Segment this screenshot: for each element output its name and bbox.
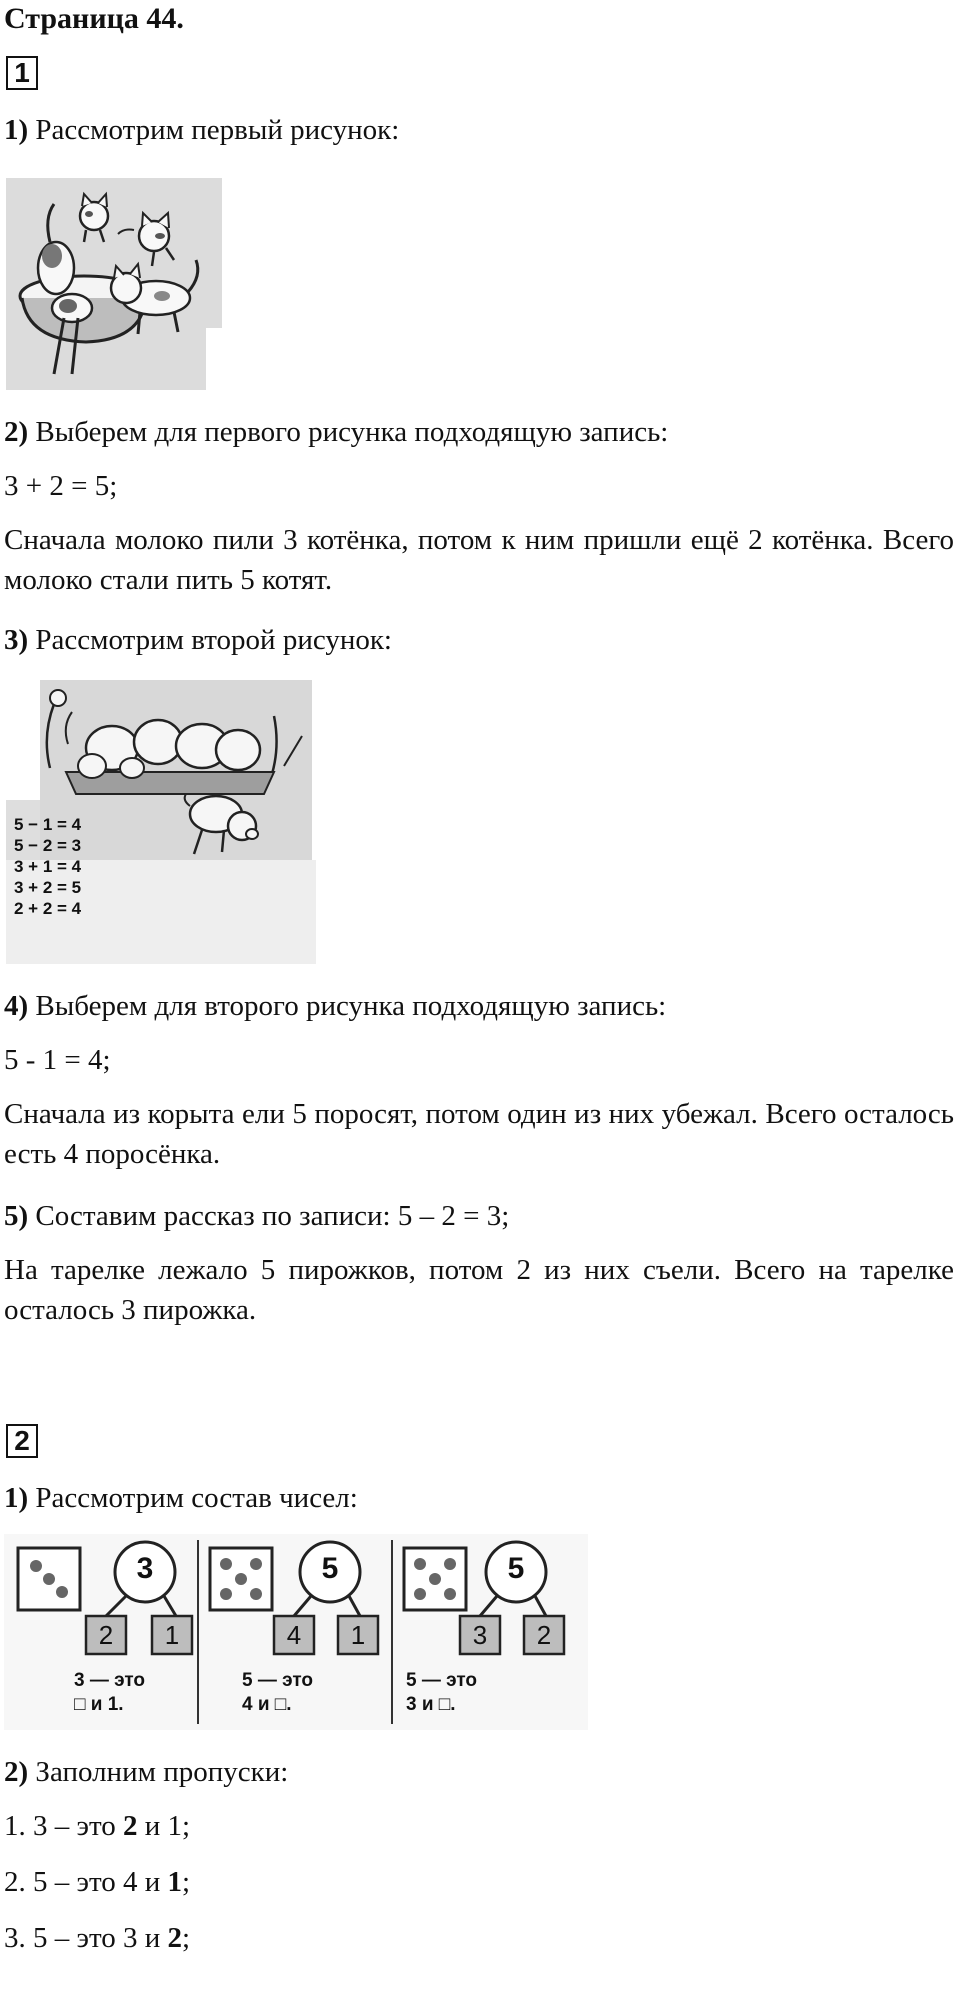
step-text: Рассмотрим второй рисунок: — [28, 624, 392, 656]
step-text: Выберем для второго рисунка подходящую запись: — [28, 990, 667, 1022]
answer-suffix: ; — [182, 1866, 191, 1898]
picture-equation: 5 − 1 = 4 — [14, 815, 82, 834]
task2-step-1 — [4, 1480, 358, 1516]
picture-equations-list — [14, 814, 81, 919]
page-title: Страница 44. — [4, 2, 184, 35]
picture-equation: 2 + 2 = 4 — [14, 899, 82, 918]
story-2: Сначала из корыта ели 5 поросят, потом один из них убежал. Всего осталось есть 4 поросёнка. — [4, 1098, 954, 1170]
answer-value: 1 — [167, 1866, 183, 1898]
task1-step-5 — [4, 1198, 509, 1234]
step-text: Заполним пропуски: — [28, 1756, 289, 1788]
step-text: Составим рассказ по записи: 5 – 2 = 3; — [28, 1200, 510, 1232]
equation-2: 5 - 1 = 4; — [4, 1044, 111, 1076]
task1-step-1 — [4, 112, 399, 148]
part-left-number: 2 — [98, 1620, 114, 1650]
step-number: 5) — [4, 1200, 29, 1232]
step-text: Рассмотрим первый рисунок: — [28, 114, 400, 146]
task1-step-3 — [4, 622, 392, 658]
step-number: 4) — [4, 990, 29, 1022]
task-1-number: 1 — [6, 56, 38, 90]
step-number: 1) — [4, 1482, 29, 1514]
step-text: Рассмотрим состав чисел: — [28, 1482, 358, 1514]
equation-1: 3 + 2 = 5; — [4, 470, 118, 502]
kittens-picture — [6, 178, 222, 390]
whole-number: 5 — [507, 1552, 525, 1585]
answer-value: 2 — [167, 1922, 183, 1954]
answer-prefix: 3. 5 – это 3 и — [4, 1922, 168, 1954]
composition-caption: 5 — это — [406, 1670, 478, 1691]
step-text: Выберем для первого рисунка подходящую запись: — [28, 416, 669, 448]
picture-equation: 3 + 1 = 4 — [14, 857, 82, 876]
answer-line — [4, 1864, 190, 1900]
task1-step-2 — [4, 414, 668, 450]
task1-step-4 — [4, 988, 666, 1024]
answer-line — [4, 1808, 190, 1844]
number-composition-picture — [4, 1534, 588, 1730]
part-left-number: 3 — [472, 1620, 488, 1650]
picture-equation: 3 + 2 = 5 — [14, 878, 82, 897]
story-3: На тарелке лежало 5 пирожков, потом 2 из них съели. Всего на тарелке осталось 3 пирожка. — [4, 1254, 954, 1326]
step-number: 1) — [4, 114, 29, 146]
piglets-picture — [2, 676, 316, 964]
part-left-number: 4 — [286, 1620, 302, 1650]
task2-step-2 — [4, 1754, 288, 1790]
picture-equation: 5 − 2 = 3 — [14, 836, 82, 855]
step-number: 2) — [4, 416, 29, 448]
whole-number: 3 — [136, 1552, 154, 1585]
step-number: 3) — [4, 624, 29, 656]
answer-line — [4, 1920, 190, 1956]
answer-suffix: и 1; — [137, 1810, 191, 1842]
whole-number: 5 — [321, 1552, 339, 1585]
part-right-number: 2 — [536, 1620, 552, 1650]
part-right-number: 1 — [164, 1620, 180, 1650]
composition-caption: 3 — это — [74, 1670, 146, 1691]
composition-caption: □ и 1. — [74, 1694, 124, 1715]
composition-caption: 4 и □. — [242, 1694, 292, 1715]
story-1: Сначала молоко пили 3 котёнка, потом к ним пришли ещё 2 котёнка. Всего молоко стали пить 5 котят. — [4, 524, 954, 596]
composition-caption: 3 и □. — [406, 1694, 456, 1715]
answer-prefix: 1. 3 – это — [4, 1810, 123, 1842]
composition-caption: 5 — это — [242, 1670, 314, 1691]
step-number: 2) — [4, 1756, 29, 1788]
part-right-number: 1 — [350, 1620, 366, 1650]
answer-prefix: 2. 5 – это 4 и — [4, 1866, 168, 1898]
answer-value: 2 — [123, 1810, 138, 1842]
task-2-number: 2 — [6, 1424, 38, 1458]
answer-suffix: ; — [182, 1922, 191, 1954]
